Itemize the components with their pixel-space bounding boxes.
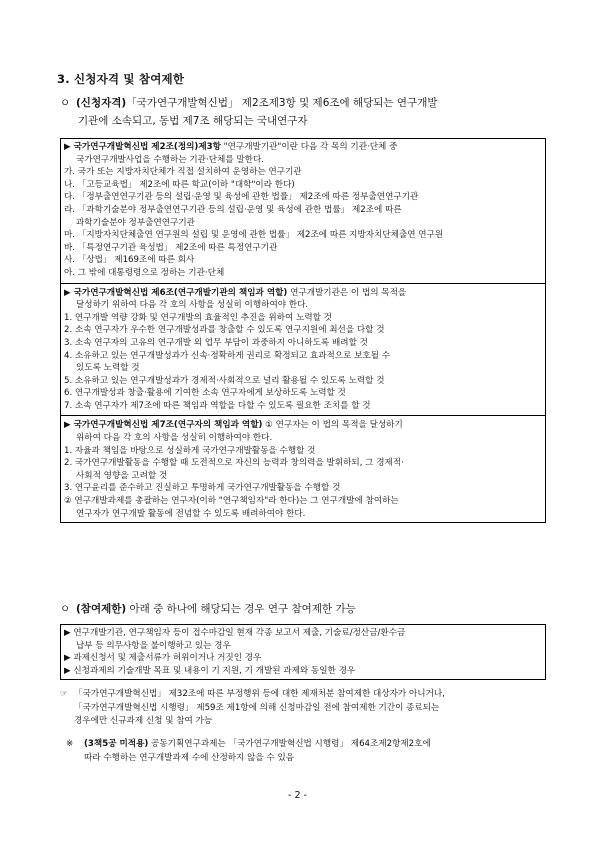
art6-item: 4. 소유하고 있는 연구개발성과가 신속‧정확하게 권리로 확정되고 효과적으로 보호될 수: [64, 350, 391, 361]
restriction-text: 아래 중 하나에 해당되는 경우 연구 참여제한 가능: [126, 603, 356, 615]
art6-item: 1. 연구개발 역량 강화 및 연구개발의 효율적인 추진을 위하여 노력할 것: [64, 312, 332, 323]
star-line2: 따라 수행하는 연구개발과제 수에 산정하지 않을 수 있음: [84, 753, 295, 763]
page-number: - 2 -: [288, 790, 307, 801]
restriction-box: [60, 624, 546, 680]
art2-item: 마. 「지방자치단체출연 연구원의 설립 및 운영에 관한 법률」 제2조에 따른 지방자치단체출연 연구원: [64, 230, 444, 241]
section-title: 3. 신청자격 및 참여제한: [57, 72, 185, 86]
art2-item: 다. 「정부출연연구기관 등의 설립‧운영 및 육성에 관한 법률」 제2조에 따른 정부출연연구기관: [64, 192, 419, 203]
art7-item: 사회적 영향을 고려할 것: [76, 470, 168, 481]
note-line: 「국가연구개발혁신법」 제32조에 따른 부정행위 등에 대한 제재처분 참여제한 대상자가 아니거나,: [74, 689, 445, 699]
art7-header: ▶ 국가연구개발혁신법 제7조(연구자의 책임과 역할) ① 연구자는 이 법의 목적을 달성하기: [64, 420, 403, 431]
art6-item: 3. 소속 연구자의 고유의 연구개발 외 업무 부담이 과중하지 아니하도록 배려할 것: [64, 337, 368, 348]
art7-item: 3. 연구윤리를 준수하고 진실하고 투명하게 국가연구개발활동을 수행할 것: [64, 483, 341, 494]
note-line: 경우에만 신규과제 신청 및 참여 가능: [74, 716, 213, 726]
art6-item: 6. 연구개발성과 창출‧활용에 기여한 소속 연구자에게 보상하도록 노력할 것: [64, 388, 346, 399]
reference-mark-icon: ※: [66, 739, 74, 749]
art2-header: ▶ 국가연구개발혁신법 제2조(정의)제3항 "연구개발기관"이란 다음 각 목의 기관‧단체 중: [64, 142, 398, 152]
art2-line2: 국가연구개발사업을 수행하는 기관‧단체를 말한다.: [76, 154, 264, 165]
art7-item: ② 연구개발과제를 총괄하는 연구자(이하 "연구책임자"라 한다)는 그 연구개발에 참여하는: [64, 496, 399, 507]
divider: [61, 283, 545, 284]
qualification-paragraph: [60, 94, 548, 130]
art2-item: 사. 「상법」 제169조에 따른 회사: [64, 255, 195, 266]
art2-item: 바. 「특정연구기관 육성법」 제2조에 따른 특정연구기관: [64, 242, 278, 253]
art7-item: 연구자가 연구개발 활동에 전념할 수 있도록 배려하여야 한다.: [76, 508, 306, 519]
bullet-marker: ㅇ: [60, 603, 71, 615]
restriction-item: ▶ 신청과제의 기술개발 목표 및 내용이 기 지원, 기 개발된 과제와 동일한 경우: [64, 665, 356, 676]
art2-item: 가. 국가 또는 지방자치단체가 직접 설치하여 운영하는 연구기관: [64, 167, 302, 178]
note-paragraph: [60, 688, 548, 729]
star-label: (3책5공 미적용): [84, 739, 149, 749]
art2-item: 나. 「고등교육법」 제2조에 따른 학교(이하 "대학"이라 한다): [64, 179, 295, 190]
note-line: 「국가연구개발혁신법 시행령」 제59조 제1항에 의해 신청마감일 전에 참여제한 기간이 종료되는: [74, 702, 440, 713]
qualification-label: (신청자격): [76, 97, 127, 109]
star-note: [66, 737, 546, 765]
law-excerpt-box: [60, 138, 546, 523]
restriction-paragraph: [60, 600, 548, 618]
divider: [61, 415, 545, 416]
art6-header: ▶ 국가연구개발혁신법 제6조(연구개발기관의 책임과 역할) 연구개발기관은 이 법의 목적을: [64, 287, 407, 298]
restriction-item: ▶ 과제신청서 및 제출서류가 허위이거나 거짓인 경우: [64, 653, 262, 664]
art6-item: 있도록 노력할 것: [76, 363, 140, 374]
art2-item: 과학기술분야 정부출연연구기관: [76, 217, 195, 228]
bullet-marker: ㅇ: [60, 97, 71, 109]
art2-item: 라. 「과학기술분야 정부출연연구기관 등의 설립‧운영 및 육성에 관한 법률」 제2조에 따른: [64, 204, 402, 215]
art7-item: 2. 국가연구개발활동을 수행할 때 도전적으로 자신의 능력과 창의력을 발휘하되, 그 경제적‧: [64, 458, 404, 469]
star-line1: 공동기획연구과제는 「국가연구개발혁신법 시행령」 제64조제2항제2호에: [148, 739, 431, 749]
qualification-line1: 「국가연구개발혁신법」 제2조제3항 및 제6조에 해당되는 연구개발: [126, 97, 438, 109]
art6-line2: 달성하기 위하여 다음 각 호의 사항을 성실히 이행하여야 한다.: [76, 300, 309, 311]
art6-item: 7. 소속 연구자가 제7조에 따른 책임과 역할을 다할 수 있도록 필요한 조치를 할 것: [64, 400, 371, 411]
pointing-hand-icon: ☞: [60, 689, 68, 699]
restriction-item: ▶ 연구개발기관, 연구책임자 등이 접수마감일 현재 각종 보고서 제출, 기술료/정산금/환수금: [64, 628, 406, 638]
art6-item: 5. 소유하고 있는 연구개발성과가 경제적‧사회적으로 널리 활용될 수 있도록 노력할 것: [64, 375, 385, 386]
art2-item: 아. 그 밖에 대통령령으로 정하는 기관‧단체: [64, 267, 225, 278]
art7-item: 1. 자율과 책임을 바탕으로 성실하게 국가연구개발활동을 수행할 것: [64, 445, 316, 456]
art6-item: 2. 소속 연구자가 우수한 연구개발성과를 창출할 수 있도록 연구지원에 최선을 다할 것: [64, 325, 385, 336]
art7-line2: 위하여 다음 각 호의 사항을 성실히 이행하여야 한다.: [76, 433, 273, 444]
qualification-line2: 기관에 소속되고, 동법 제7조 해당되는 국내연구자: [78, 115, 308, 127]
restriction-label: (참여제한): [76, 603, 127, 615]
restriction-item: 납부 등 의무사항을 불이행하고 있는 경우: [76, 640, 231, 651]
